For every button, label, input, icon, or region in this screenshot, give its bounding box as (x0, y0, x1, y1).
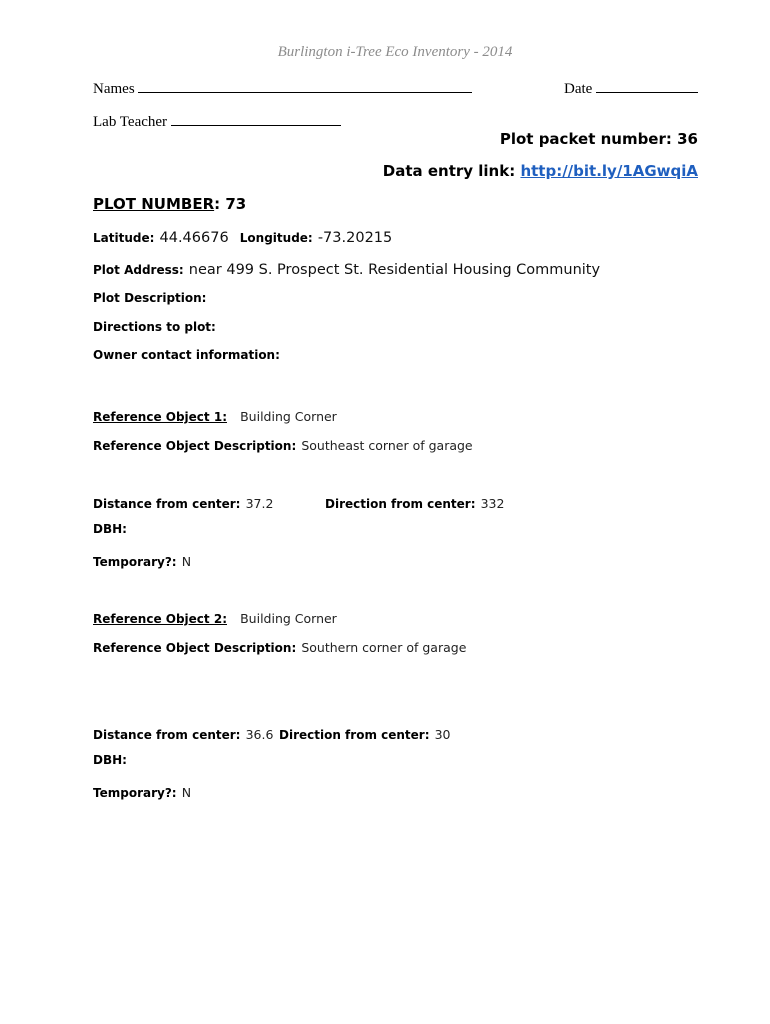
plot-address-value: near 499 S. Prospect St. Residential Housing Community (188, 262, 601, 278)
date-label: Date (564, 81, 593, 97)
page-header-title: Burlington i-Tree Eco Inventory - 2014 (277, 44, 513, 60)
ref1-heading-row (93, 406, 337, 425)
plot-number-label: PLOT NUMBER (93, 195, 215, 213)
ref1-type: Building Corner (240, 409, 337, 424)
ref2-description-value: Southern corner of garage (301, 640, 467, 655)
ref2-distance-label: Distance from center: (93, 728, 241, 742)
ref1-direction-label: Direction from center: (325, 497, 476, 511)
date-field[interactable] (596, 79, 698, 93)
date-row (564, 79, 698, 98)
data-entry-link[interactable]: http://bit.ly/1AGwqiA (520, 162, 698, 180)
latitude-value: 44.46676 (159, 230, 229, 246)
lab-teacher-row (93, 112, 341, 131)
ref2-temporary-label: Temporary?: (93, 786, 177, 800)
latitude-label: Latitude: (93, 231, 155, 245)
ref2-direction-label: Direction from center: (279, 728, 430, 742)
lab-teacher-field[interactable] (171, 112, 341, 126)
longitude-label: Longitude: (239, 231, 313, 245)
ref2-description-label: Reference Object Description: (93, 641, 297, 655)
plot-description-label: Plot Description: (93, 291, 207, 305)
ref2-temporary-value: N (181, 785, 192, 800)
ref2-type: Building Corner (240, 611, 337, 626)
ref1-temporary-row (93, 551, 191, 570)
ref1-description-label: Reference Object Description: (93, 439, 297, 453)
plot-address-label: Plot Address: (93, 263, 184, 277)
ref2-direction-row (279, 724, 451, 743)
names-row (93, 79, 472, 98)
ref2-distance-row (93, 724, 273, 743)
names-field[interactable] (138, 79, 472, 93)
ref1-description-row (93, 435, 473, 454)
ref1-distance-value: 37.2 (245, 496, 274, 511)
ref1-distance-row (93, 493, 273, 512)
ref1-description-value: Southeast corner of garage (301, 438, 473, 453)
ref2-temporary-row (93, 782, 191, 801)
plot-number-sep: : (214, 195, 221, 213)
ref1-title: Reference Object 1: (93, 410, 227, 424)
ref1-direction-row (325, 493, 504, 512)
ref2-title: Reference Object 2: (93, 612, 227, 626)
ref1-direction-value: 332 (480, 496, 505, 511)
longitude-value: -73.20215 (317, 230, 393, 246)
directions-label: Directions to plot: (93, 320, 216, 334)
ref2-dbh-label: DBH: (93, 753, 127, 767)
names-label: Names (93, 81, 135, 97)
ref2-direction-value: 30 (434, 727, 451, 742)
plot-number-value: 73 (225, 195, 247, 213)
coordinates-row (93, 227, 392, 246)
data-entry-label: Data entry link: (382, 162, 516, 180)
plot-packet-value: 36 (677, 130, 698, 148)
plot-address-row (93, 259, 600, 278)
ref1-dbh-label: DBH: (93, 522, 127, 536)
ref2-heading-row (93, 608, 337, 627)
plot-packet-number (500, 130, 698, 148)
ref2-description-row (93, 637, 466, 656)
ref2-distance-value: 36.6 (245, 727, 274, 742)
owner-contact-label: Owner contact information: (93, 348, 280, 362)
ref1-distance-label: Distance from center: (93, 497, 241, 511)
ref1-temporary-value: N (181, 554, 192, 569)
lab-teacher-label: Lab Teacher (93, 114, 168, 130)
plot-number-heading (93, 195, 246, 213)
plot-packet-label: Plot packet number: (499, 130, 672, 148)
data-entry-row (383, 162, 698, 180)
ref1-temporary-label: Temporary?: (93, 555, 177, 569)
